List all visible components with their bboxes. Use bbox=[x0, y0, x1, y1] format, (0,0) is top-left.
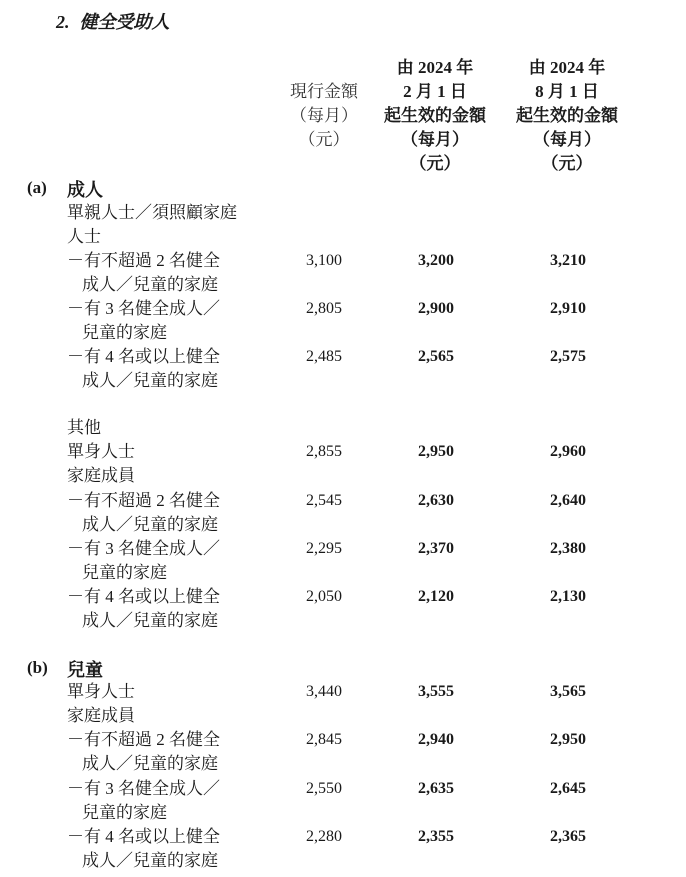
header-line: （每月） bbox=[533, 130, 601, 149]
value-feb: 2,355 bbox=[418, 828, 454, 845]
row-label: －有 3 名健全成人／ bbox=[67, 779, 220, 798]
header-line: （元） bbox=[298, 130, 350, 149]
row-label: －有 4 名或以上健全 bbox=[67, 587, 220, 606]
row-label: 兒童的家庭 bbox=[82, 563, 167, 582]
value-feb: 2,565 bbox=[418, 348, 454, 365]
value-current: 2,845 bbox=[306, 731, 342, 748]
value-aug: 2,910 bbox=[550, 300, 586, 317]
row-label: －有不超過 2 名健全 bbox=[67, 730, 220, 749]
value-current: 3,100 bbox=[306, 252, 342, 269]
section-title-child: 兒童 bbox=[67, 660, 103, 680]
value-aug: 2,365 bbox=[550, 828, 586, 845]
header-line: （每月） bbox=[290, 106, 358, 125]
row-label: 成人／兒童的家庭 bbox=[82, 754, 218, 773]
header-line: 由 2024 年 bbox=[528, 58, 606, 77]
value-feb: 2,950 bbox=[418, 443, 454, 460]
value-current: 2,280 bbox=[306, 828, 342, 845]
section-title-adult: 成人 bbox=[67, 180, 103, 200]
row-label: －有 3 名健全成人／ bbox=[67, 299, 220, 318]
value-feb: 2,900 bbox=[418, 300, 454, 317]
header-line: （每月） bbox=[401, 130, 469, 149]
value-aug: 2,950 bbox=[550, 731, 586, 748]
row-label: 人士 bbox=[67, 227, 101, 246]
value-feb: 2,635 bbox=[418, 780, 454, 797]
row-label: －有不超過 2 名健全 bbox=[67, 251, 220, 270]
row-label: 其他 bbox=[67, 418, 101, 437]
header-line: 2 月 1 日 bbox=[403, 82, 467, 101]
section-heading bbox=[56, 8, 170, 34]
value-feb: 2,120 bbox=[418, 588, 454, 605]
row-label: 成人／兒童的家庭 bbox=[82, 611, 218, 630]
value-feb: 2,370 bbox=[418, 540, 454, 557]
column-header-feb-2024 bbox=[374, 56, 496, 176]
value-current: 2,545 bbox=[306, 492, 342, 509]
section-number: 2. bbox=[56, 12, 70, 32]
row-label: 家庭成員 bbox=[67, 466, 135, 485]
row-label: －有 3 名健全成人／ bbox=[67, 539, 220, 558]
section-mark-a: (a) bbox=[27, 178, 47, 197]
value-aug: 2,640 bbox=[550, 492, 586, 509]
value-feb: 2,940 bbox=[418, 731, 454, 748]
row-label: 成人／兒童的家庭 bbox=[82, 851, 218, 870]
row-label: －有 4 名或以上健全 bbox=[67, 347, 220, 366]
section-title: 健全受助人 bbox=[79, 12, 170, 32]
row-label: 家庭成員 bbox=[67, 706, 135, 725]
column-header-aug-2024 bbox=[506, 56, 628, 176]
header-line: （元） bbox=[541, 154, 593, 173]
value-aug: 2,575 bbox=[550, 348, 586, 365]
row-label: 單親人士／須照顧家庭 bbox=[67, 203, 237, 222]
header-line: 起生效的金額 bbox=[384, 106, 486, 125]
value-current: 2,295 bbox=[306, 540, 342, 557]
row-label: 成人／兒童的家庭 bbox=[82, 275, 218, 294]
row-label: 兒童的家庭 bbox=[82, 803, 167, 822]
value-current: 2,485 bbox=[306, 348, 342, 365]
header-line: 由 2024 年 bbox=[396, 58, 474, 77]
row-label: －有不超過 2 名健全 bbox=[67, 491, 220, 510]
column-header-current bbox=[278, 80, 370, 152]
value-current: 2,805 bbox=[306, 300, 342, 317]
row-label: －有 4 名或以上健全 bbox=[67, 827, 220, 846]
value-current: 3,440 bbox=[306, 683, 342, 700]
value-feb: 3,555 bbox=[418, 683, 454, 700]
value-aug: 2,960 bbox=[550, 443, 586, 460]
row-label: 兒童的家庭 bbox=[82, 323, 167, 342]
value-feb: 3,200 bbox=[418, 252, 454, 269]
value-current: 2,855 bbox=[306, 443, 342, 460]
row-label: 成人／兒童的家庭 bbox=[82, 515, 218, 534]
header-line: 8 月 1 日 bbox=[535, 82, 599, 101]
value-aug: 2,380 bbox=[550, 540, 586, 557]
header-line: 現行金額 bbox=[290, 82, 358, 101]
header-line: 起生效的金額 bbox=[516, 106, 618, 125]
row-label: 單身人士 bbox=[67, 682, 135, 701]
value-aug: 2,130 bbox=[550, 588, 586, 605]
value-feb: 2,630 bbox=[418, 492, 454, 509]
header-line: （元） bbox=[409, 154, 461, 173]
value-aug: 2,645 bbox=[550, 780, 586, 797]
section-mark-b: (b) bbox=[27, 658, 48, 677]
row-label: 單身人士 bbox=[67, 442, 135, 461]
value-current: 2,050 bbox=[306, 588, 342, 605]
value-current: 2,550 bbox=[306, 780, 342, 797]
value-aug: 3,565 bbox=[550, 683, 586, 700]
row-label: 成人／兒童的家庭 bbox=[82, 371, 218, 390]
value-aug: 3,210 bbox=[550, 252, 586, 269]
